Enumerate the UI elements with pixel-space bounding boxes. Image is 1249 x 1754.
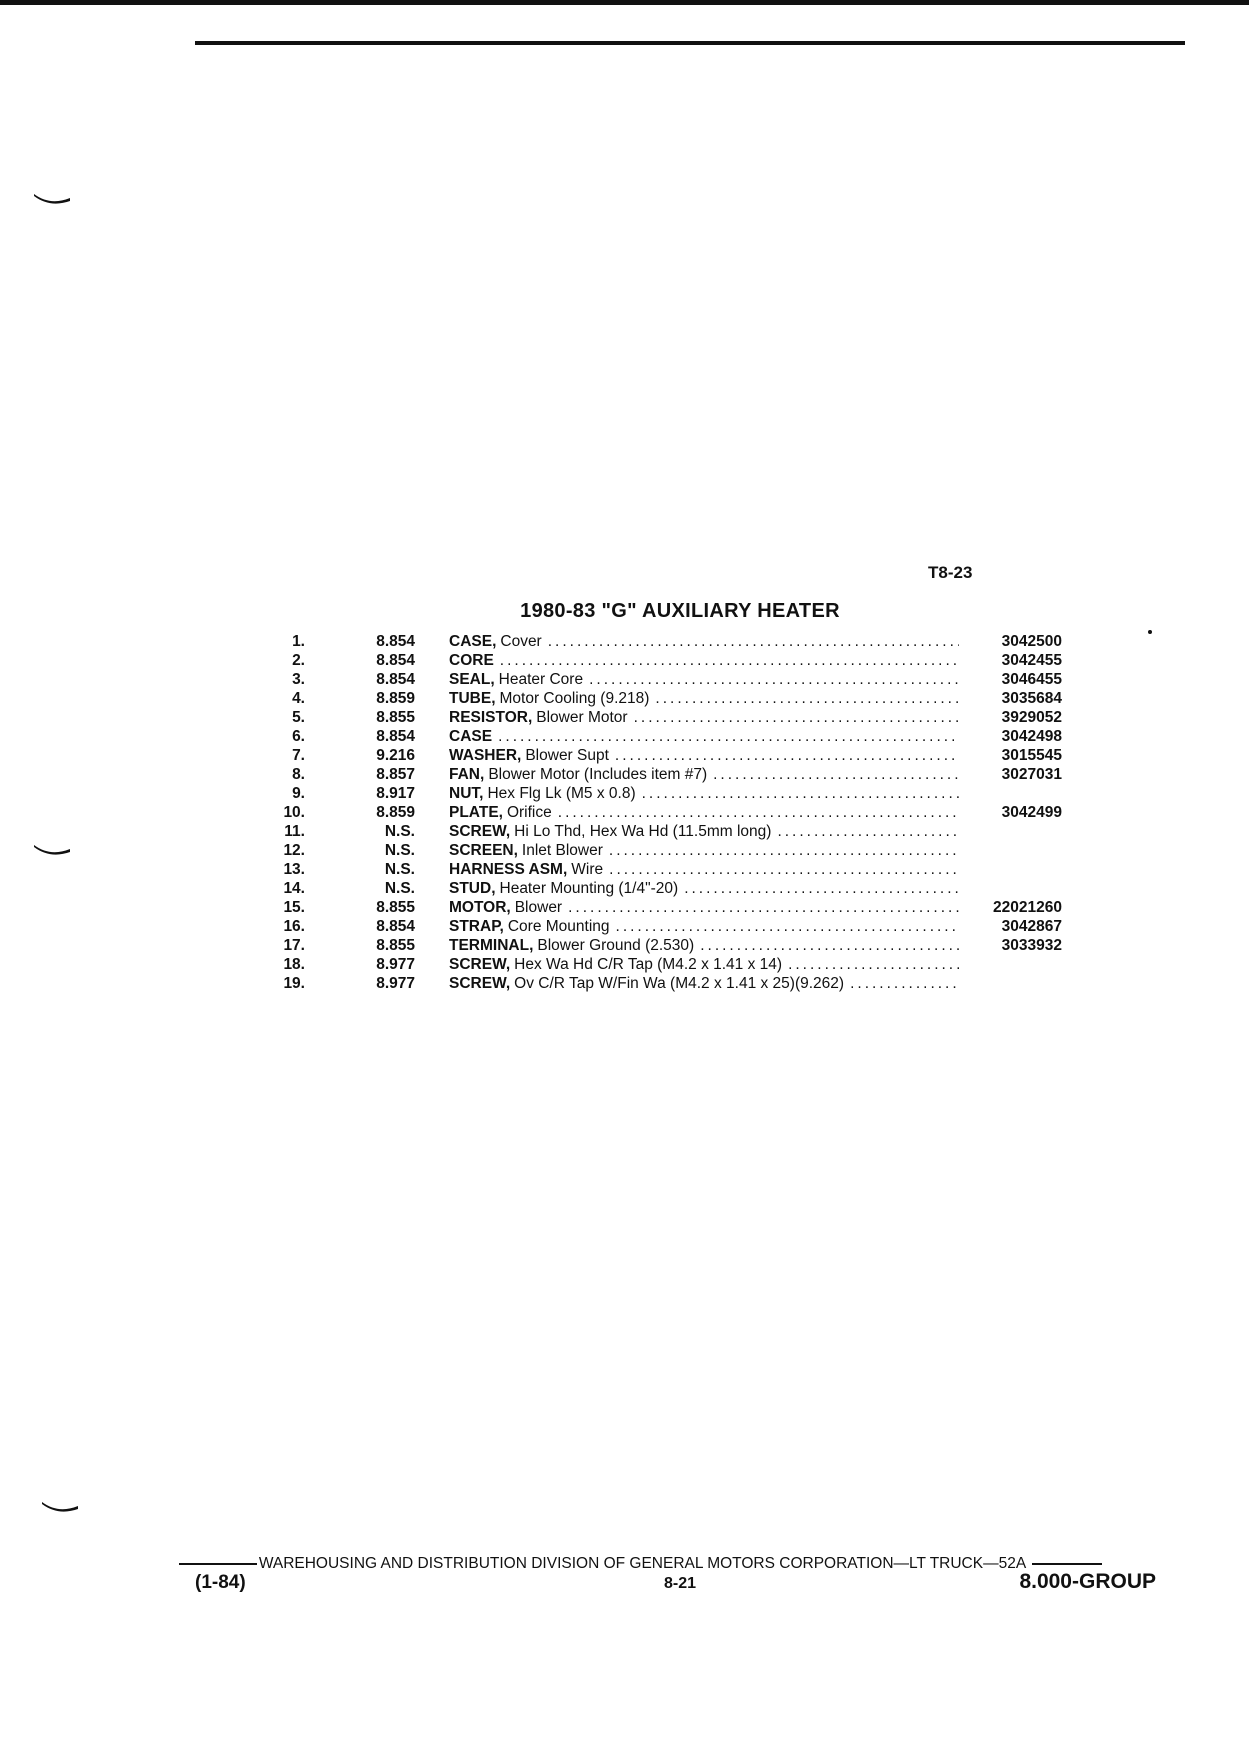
part-name: HARNESS ASM, — [449, 861, 568, 878]
part-detail: Core Mounting — [507, 918, 610, 935]
group-number: 8.855 — [376, 937, 415, 954]
item-number: 12. — [283, 842, 305, 859]
part-detail: Blower Supt — [525, 747, 609, 764]
part-description — [449, 670, 959, 689]
item-number: 9. — [292, 785, 305, 802]
footer-date: (1-84) — [195, 1572, 246, 1593]
part-description — [449, 841, 959, 860]
item-number: 14. — [283, 880, 305, 897]
group-number: 8.977 — [376, 975, 415, 992]
dot-leader — [616, 917, 959, 936]
table-row — [240, 860, 1080, 879]
table-row — [240, 670, 1080, 689]
part-number: 3027031 — [1001, 766, 1062, 783]
table-row — [240, 917, 1080, 936]
table-row — [240, 727, 1080, 746]
table-row — [240, 651, 1080, 670]
dot-leader — [558, 803, 959, 822]
part-detail: Orifice — [506, 804, 552, 821]
group-number: 8.859 — [376, 690, 415, 707]
dot-leader — [568, 898, 959, 917]
group-number: 8.855 — [376, 709, 415, 726]
part-description — [449, 974, 959, 993]
group-number: 8.917 — [376, 785, 415, 802]
part-description — [449, 727, 959, 746]
item-number: 8. — [292, 766, 305, 783]
item-number: 16. — [283, 918, 305, 935]
footer-group: 8.000-GROUP — [1019, 1570, 1156, 1593]
dot-leader — [615, 746, 959, 765]
part-name: FAN, — [449, 766, 485, 783]
part-number: 3929052 — [1001, 709, 1062, 726]
parts-list — [240, 632, 1080, 993]
part-name: MOTOR, — [449, 899, 511, 916]
part-detail: Blower Ground (2.530) — [537, 937, 695, 954]
part-name: SCREW, — [449, 823, 511, 840]
group-number: N.S. — [384, 880, 415, 897]
part-name: STUD, — [449, 880, 496, 897]
part-number: 3033932 — [1001, 937, 1062, 954]
footer-rule-right — [1032, 1563, 1102, 1565]
part-description — [449, 822, 959, 841]
part-description — [449, 803, 959, 822]
item-number: 15. — [283, 899, 305, 916]
dot-leader — [642, 784, 959, 803]
part-description — [449, 860, 959, 879]
dot-leader — [589, 670, 959, 689]
part-name: PLATE, — [449, 804, 503, 821]
part-detail: Blower Motor — [536, 709, 628, 726]
item-number: 2. — [292, 652, 305, 669]
part-name: CASE — [449, 728, 493, 745]
group-number: N.S. — [384, 823, 415, 840]
part-description — [449, 784, 959, 803]
dot-leader — [609, 860, 959, 879]
footer-rule-left — [179, 1563, 257, 1565]
dot-leader — [548, 632, 959, 651]
dot-leader — [788, 955, 959, 974]
binder-hole-mark-2 — [32, 843, 72, 857]
part-detail: Blower Motor (Includes item #7) — [488, 766, 708, 783]
item-number: 4. — [292, 690, 305, 707]
table-row — [240, 974, 1080, 993]
group-number: 8.857 — [376, 766, 415, 783]
group-number: N.S. — [384, 842, 415, 859]
group-number: 8.854 — [376, 728, 415, 745]
part-name: SCREW, — [449, 956, 511, 973]
part-number: 3042867 — [1001, 918, 1062, 935]
footer-division-text: WAREHOUSING AND DISTRIBUTION DIVISION OF GENERAL MOTORS CORPORATION—LT TRUCK—52A — [258, 1555, 1027, 1572]
part-name: WASHER, — [449, 747, 522, 764]
part-number: 3042500 — [1001, 633, 1062, 650]
part-detail: Ov C/R Tap W/Fin Wa (M4.2 x 1.41 x 25)(9.262) — [514, 975, 845, 992]
item-number: 11. — [284, 823, 305, 840]
table-row — [240, 803, 1080, 822]
group-number: 8.859 — [376, 804, 415, 821]
table-row — [240, 955, 1080, 974]
dot-leader — [713, 765, 959, 784]
part-number: 3042498 — [1001, 728, 1062, 745]
item-number: 10. — [283, 804, 305, 821]
item-number: 6. — [292, 728, 305, 745]
item-number: 7. — [292, 747, 305, 764]
item-number: 13. — [283, 861, 305, 878]
dot-leader — [655, 689, 959, 708]
part-detail: Motor Cooling (9.218) — [499, 690, 650, 707]
part-number: 3042455 — [1001, 652, 1062, 669]
dot-leader — [684, 879, 959, 898]
part-name: CASE, — [449, 633, 497, 650]
part-description — [449, 917, 959, 936]
group-number: 9.216 — [376, 747, 415, 764]
group-number: 8.977 — [376, 956, 415, 973]
item-number: 5. — [292, 709, 305, 726]
part-description — [449, 708, 959, 727]
part-number: 3015545 — [1001, 747, 1062, 764]
part-description — [449, 879, 959, 898]
group-number: 8.854 — [376, 633, 415, 650]
part-name: STRAP, — [449, 918, 504, 935]
table-row — [240, 632, 1080, 651]
table-row — [240, 784, 1080, 803]
page-title: 1980-83 "G" AUXILIARY HEATER — [520, 600, 840, 622]
part-description — [449, 746, 959, 765]
part-name: SCREEN, — [449, 842, 518, 859]
part-detail: Hi Lo Thd, Hex Wa Hd (11.5mm long) — [514, 823, 772, 840]
part-name: TUBE, — [449, 690, 496, 707]
dot-leader — [634, 708, 959, 727]
dot-leader — [700, 936, 959, 955]
dot-leader — [777, 822, 959, 841]
part-description — [449, 898, 959, 917]
table-row — [240, 936, 1080, 955]
part-description — [449, 955, 959, 974]
binder-hole-mark-1 — [32, 192, 72, 206]
part-detail: Hex Flg Lk (M5 x 0.8) — [487, 785, 636, 802]
group-number: 8.854 — [376, 671, 415, 688]
part-name: NUT, — [449, 785, 484, 802]
part-number: 22021260 — [993, 899, 1062, 916]
part-detail: Blower — [514, 899, 563, 916]
table-row — [240, 708, 1080, 727]
part-description — [449, 651, 959, 670]
part-detail: Heater Core — [498, 671, 584, 688]
part-detail: Inlet Blower — [521, 842, 603, 859]
item-number: 1. — [292, 633, 305, 650]
table-row — [240, 898, 1080, 917]
dot-leader — [500, 651, 959, 670]
part-number: 3042499 — [1001, 804, 1062, 821]
part-description — [449, 632, 959, 651]
header-rule — [195, 41, 1185, 45]
stray-dot — [1148, 630, 1152, 634]
item-number: 18. — [283, 956, 305, 973]
part-number: 3046455 — [1001, 671, 1062, 688]
part-number: 3035684 — [1001, 690, 1062, 707]
footer-page-number: 8-21 — [663, 1575, 697, 1592]
part-name: RESISTOR, — [449, 709, 533, 726]
part-detail: Cover — [500, 633, 542, 650]
table-row — [240, 822, 1080, 841]
part-name: CORE — [449, 652, 494, 669]
group-number: 8.855 — [376, 899, 415, 916]
part-name: SCREW, — [449, 975, 511, 992]
table-row — [240, 879, 1080, 898]
dot-leader — [850, 974, 959, 993]
binder-hole-mark-3 — [40, 1500, 80, 1514]
part-description — [449, 936, 959, 955]
part-detail: Wire — [571, 861, 604, 878]
dot-leader — [498, 727, 959, 746]
group-number: 8.854 — [376, 918, 415, 935]
item-number: 19. — [283, 975, 305, 992]
part-description — [449, 689, 959, 708]
part-detail: Hex Wa Hd C/R Tap (M4.2 x 1.41 x 14) — [514, 956, 783, 973]
item-number: 17. — [283, 937, 305, 954]
dot-leader — [609, 841, 959, 860]
table-row — [240, 689, 1080, 708]
group-number: 8.854 — [376, 652, 415, 669]
part-name: TERMINAL, — [449, 937, 534, 954]
part-name: SEAL, — [449, 671, 495, 688]
part-detail: Heater Mounting (1/4"-20) — [499, 880, 679, 897]
table-row — [240, 765, 1080, 784]
part-description — [449, 765, 959, 784]
table-row — [240, 746, 1080, 765]
group-number: N.S. — [384, 861, 415, 878]
table-row — [240, 841, 1080, 860]
figure-reference: T8-23 — [928, 563, 973, 582]
item-number: 3. — [292, 671, 305, 688]
page-top-edge — [0, 0, 1249, 5]
